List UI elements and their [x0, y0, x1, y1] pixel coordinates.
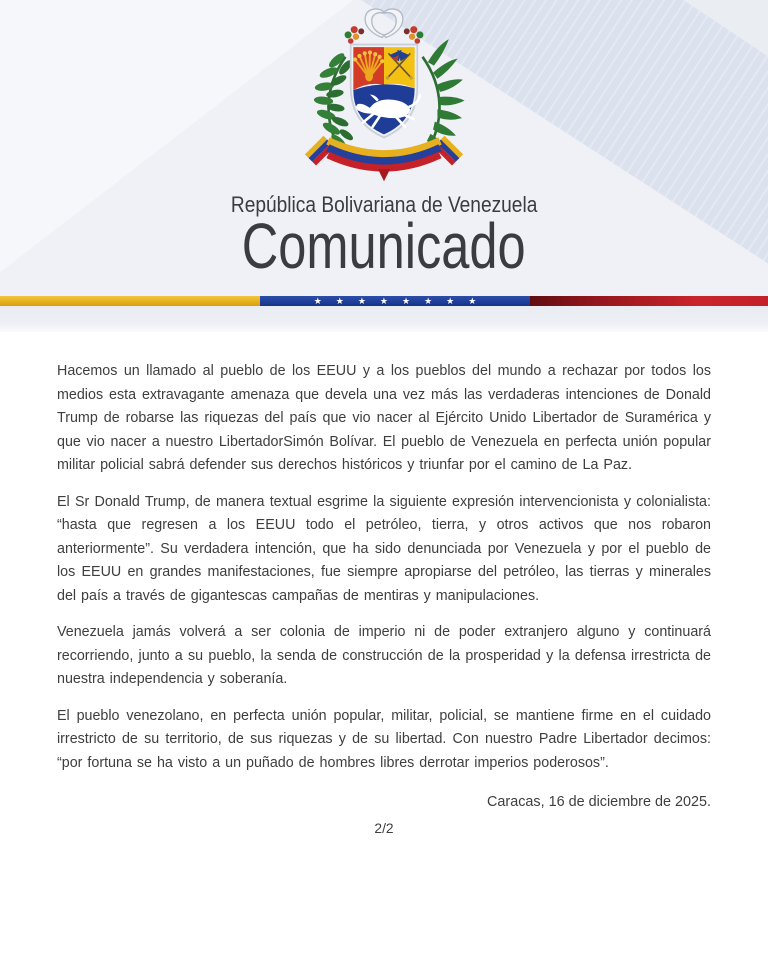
- venezuela-coat-of-arms-icon: [296, 6, 472, 190]
- page-title: Comunicado: [242, 210, 526, 282]
- header-shadow-band: [0, 306, 768, 332]
- flag-red-band: [530, 296, 768, 306]
- flag-star-icon: ★: [335, 295, 344, 306]
- flag-star-icon: ★: [424, 295, 433, 306]
- dateline: Caracas, 16 de diciembre de 2025.: [487, 794, 711, 810]
- paragraph: El pueblo venezolano, en perfecta unión popular, militar, policial, se mantiene firme en el cuidado irrestricto de su territorio, de sus riquezas y de su libertad. Con nuestro Padre Libertador decimos: “por fortuna se ha visto a un puñado de hombres libres derrotar imperios poderosos”.: [57, 707, 711, 771]
- flag-blue-band stars-row: [260, 296, 530, 306]
- ribbon-icon: [305, 136, 463, 181]
- document-body: [0, 332, 768, 960]
- flag-star-icon: ★: [446, 295, 455, 306]
- paragraph: Venezuela jamás volverá a ser colonia de imperio ni de poder extranjero alguno y continuará recorriendo, junto a su pueblo, la senda de construcción de la prosperidad y la defensa irrestricta de nuestra independencia y soberanía.: [57, 624, 711, 687]
- palm-branch-icon: [423, 39, 465, 153]
- cornucopia-icon: [365, 9, 403, 38]
- laurel-branch-icon: [314, 51, 355, 153]
- tricolor-divider: [0, 296, 768, 306]
- flag-star-icon: ★: [313, 295, 322, 306]
- flag-star-icon: ★: [468, 295, 477, 306]
- country-name: República Bolivariana de Venezuela: [230, 192, 538, 217]
- flag-yellow-band: [0, 296, 260, 306]
- header: [0, 0, 768, 296]
- page-indicator: 2/2: [374, 821, 394, 836]
- shield-icon: [351, 45, 420, 138]
- flag-star-icon: ★: [357, 295, 366, 306]
- flag-star-icon: ★: [402, 295, 411, 306]
- paragraph: El Sr Donald Trump, de manera textual esgrime la siguiente expresión intervencionista y colonialista: “hasta que regresen a los EEUU todo el petróleo, tierra, y otros activos que nos robaron anteriormente”. Su verdadera intención, que ha sido denunciada por Venezuela y por el pueblo de los EEUU en grandes manifestaciones, fue siempre apropiarse del petróleo, las tierras y minerales del país a través de gigantescas campañas de mentiras y manipulaciones.: [57, 493, 711, 604]
- paragraph: Hacemos un llamado al pueblo de los EEUU y a los pueblos del mundo a rechazar por todos los medios esta extravagante amenaza que devela una vez más las verdaderas intenciones de Donald Trump de robarse las riquezas del país que vio nacer al Ejército Unido Libertador de Suramérica y que vio nacer a nuestro LibertadorSimón Bolívar. El pueblo de Venezuela en perfecta unión popular militar policial sabrá defender sus derechos históricos y triunfar por el camino de La Paz.: [57, 363, 711, 473]
- flag-star-icon: ★: [379, 295, 388, 306]
